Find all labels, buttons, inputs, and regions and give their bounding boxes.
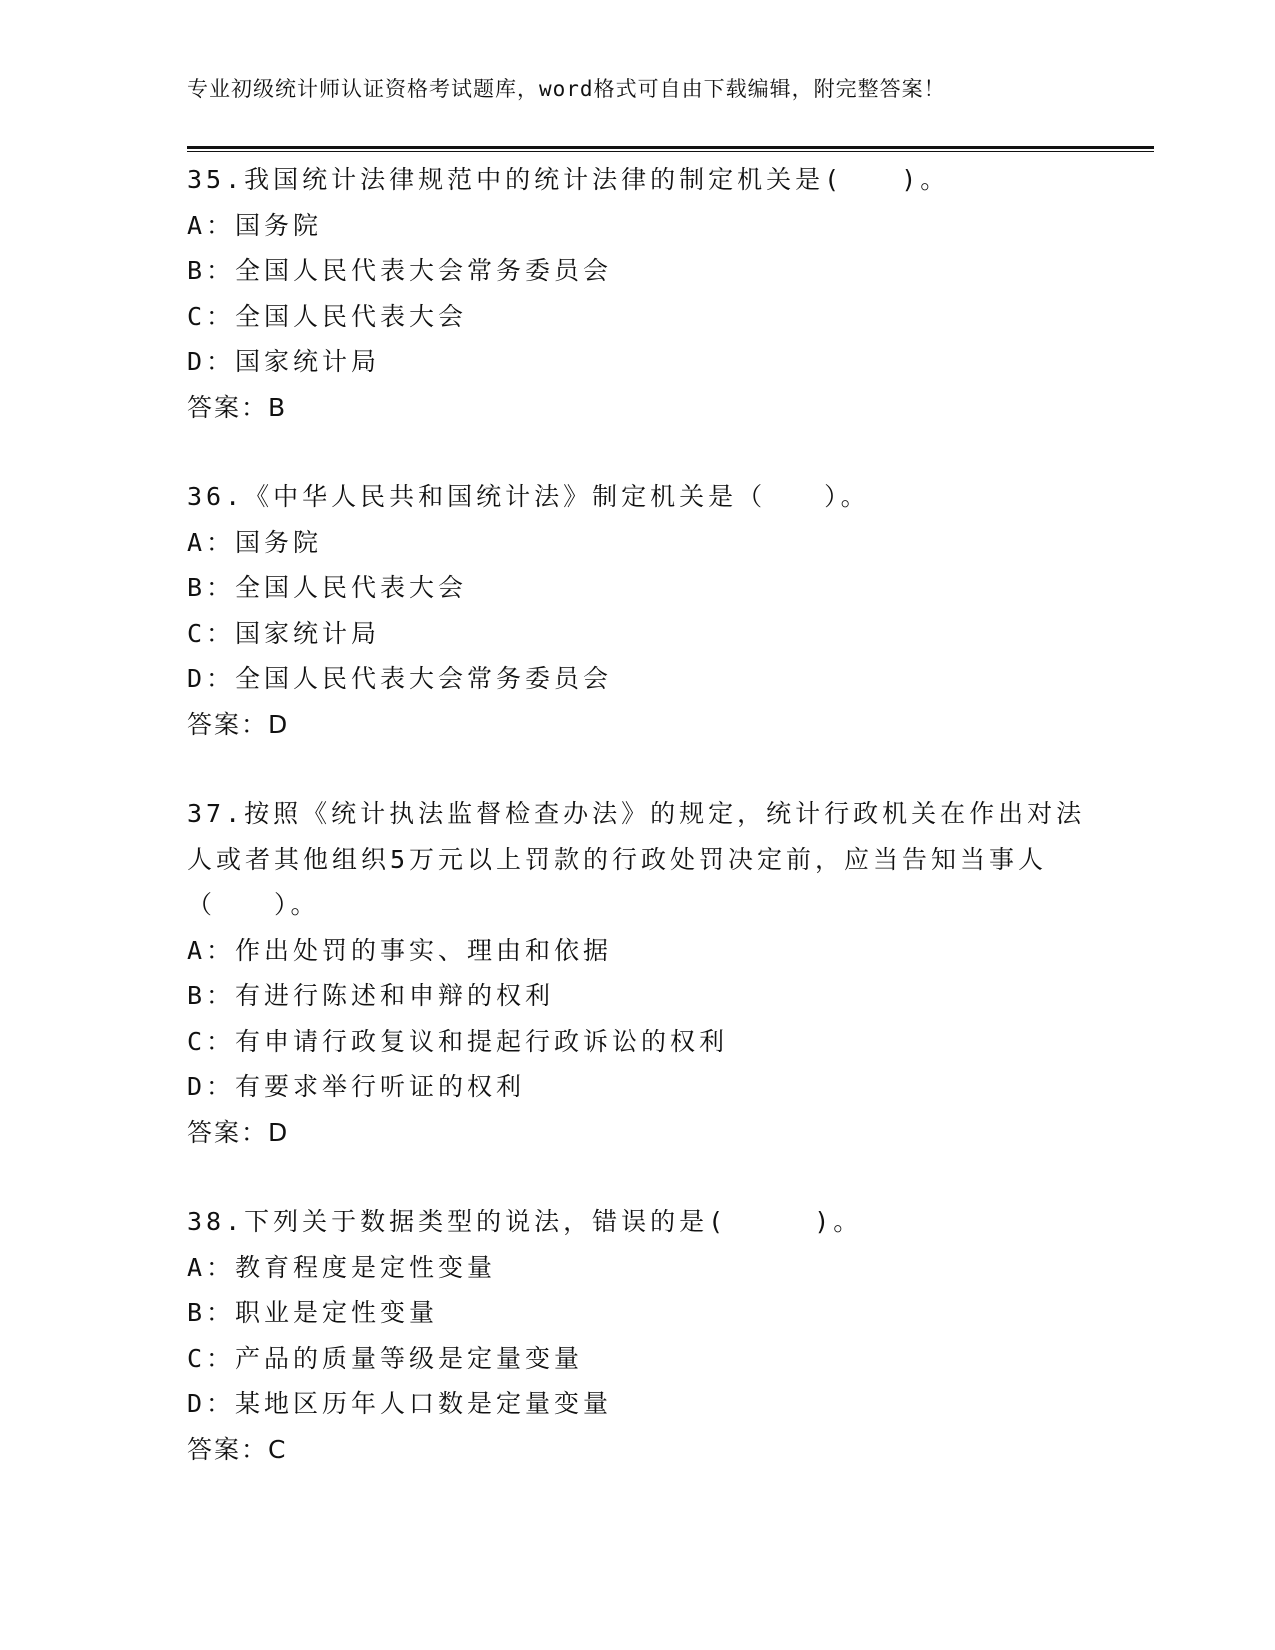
option-d: D：全国人民代表大会常务委员会 <box>187 664 613 693</box>
option-b: B：职业是定性变量 <box>187 1298 439 1327</box>
question-list <box>187 157 1087 1472</box>
header-rule-thin <box>187 151 1154 152</box>
option-b: B：全国人民代表大会常务委员会 <box>187 256 613 285</box>
question-36 <box>187 474 1087 747</box>
page-header: 专业初级统计师认证资格考试题库，word格式可自由下载编辑，附完整答案！ <box>187 77 946 101</box>
question-stem: 36.《中华人民共和国统计法》制定机关是（ ）。 <box>187 482 870 511</box>
option-a: A：国务院 <box>187 210 323 240</box>
question-stem-continued: （ ）。 <box>187 890 320 919</box>
question-stem: 35.我国统计法律规范中的统计法律的制定机关是( )。 <box>187 165 950 194</box>
option-a: A：国务院 <box>187 527 323 557</box>
question-stem: 37.按照《统计执法监督检查办法》的规定，统计行政机关在作出对法 <box>187 799 1086 828</box>
option-d: D：国家统计局 <box>187 347 381 376</box>
question-stem: 38.下列关于数据类型的说法，错误的是( )。 <box>187 1207 863 1236</box>
option-b: B：全国人民代表大会 <box>187 573 468 602</box>
answer: 答案：B <box>187 392 288 422</box>
question-37 <box>187 791 1087 1155</box>
option-c: C：全国人民代表大会 <box>187 301 468 331</box>
answer: 答案：C <box>187 1434 288 1464</box>
answer: 答案：D <box>187 709 290 739</box>
option-c: C：产品的质量等级是定量变量 <box>187 1343 584 1373</box>
option-d: D：有要求举行听证的权利 <box>187 1072 526 1101</box>
option-c: C：国家统计局 <box>187 618 381 648</box>
option-c: C：有申请行政复议和提起行政诉讼的权利 <box>187 1026 729 1056</box>
answer: 答案：D <box>187 1117 290 1147</box>
option-d: D：某地区历年人口数是定量变量 <box>187 1389 613 1418</box>
question-35 <box>187 157 1087 430</box>
option-b: B：有进行陈述和申辩的权利 <box>187 981 555 1010</box>
header-rule-thick <box>187 146 1154 149</box>
question-stem-continued: 人或者其他组织5万元以上罚款的行政处罚决定前，应当告知当事人 <box>187 844 1048 874</box>
option-a: A：作出处罚的事实、理由和依据 <box>187 935 613 965</box>
question-38 <box>187 1199 1087 1472</box>
option-a: A：教育程度是定性变量 <box>187 1252 497 1282</box>
